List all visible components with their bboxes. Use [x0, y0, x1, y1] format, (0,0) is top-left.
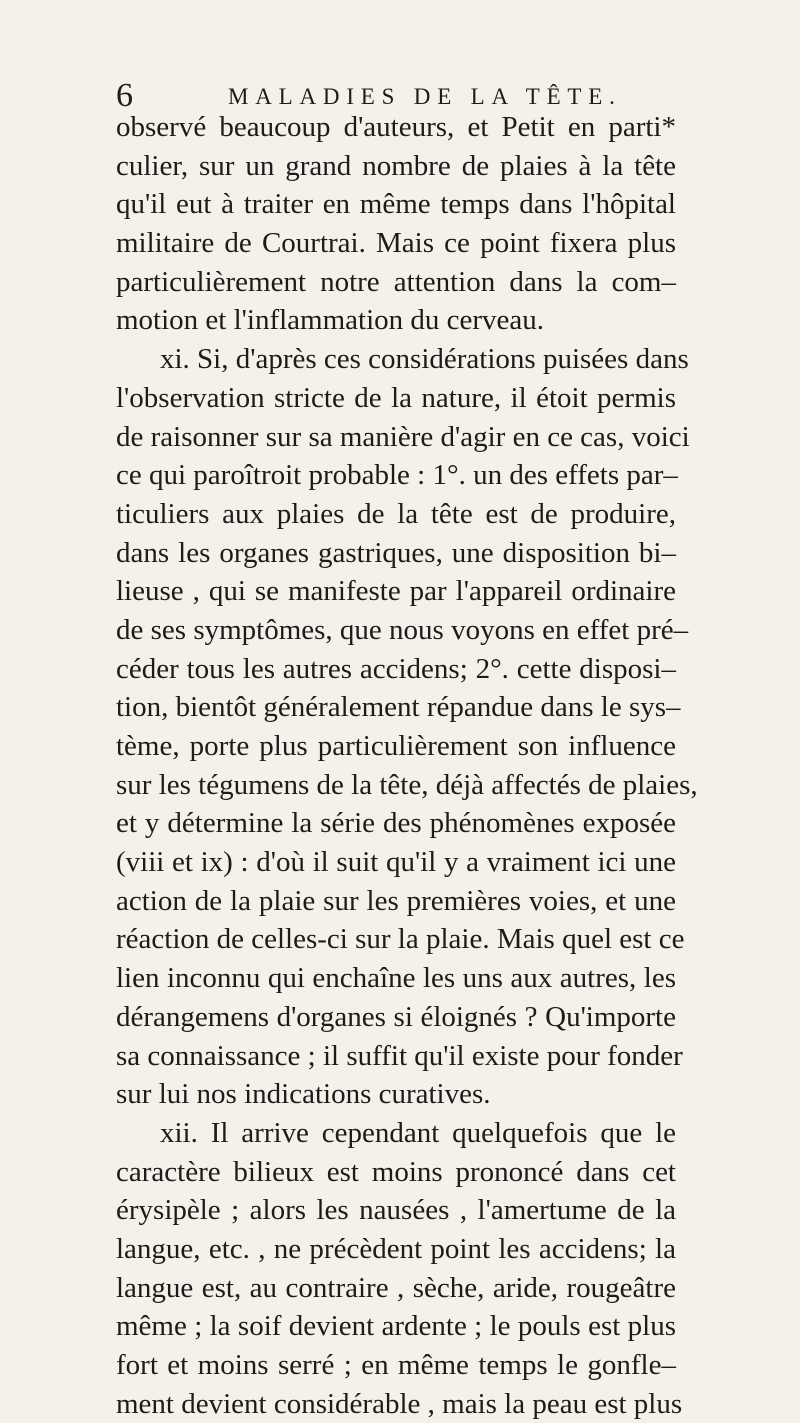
paragraph-start-line: xi. Si, d'après ces considérations puisées dans	[160, 343, 689, 376]
text-line: réaction de celles-ci sur la plaie. Mais quel est ce	[116, 923, 685, 956]
text-line: ticuliers aux plaies de la tête est de produire,	[116, 497, 676, 530]
text-line: céder tous les autres accidens; 2°. cette disposi–	[116, 652, 676, 685]
page-number: 6	[116, 77, 133, 114]
text-line: tème, porte plus particulièrement son influence	[116, 730, 676, 762]
text-line: lien inconnu qui enchaîne les uns aux autres, les	[116, 962, 676, 995]
text-line: érysipèle ; alors les nausées , l'amertume de la	[116, 1194, 676, 1227]
text-line: fort et moins serré ; en même temps le gonfle–	[116, 1349, 676, 1381]
text-line: sa connaissance ; il suffit qu'il existe pour fonder	[116, 1039, 683, 1072]
text-line: sur lui nos indications curatives.	[116, 1078, 491, 1111]
running-head: MALADIES DE LA TÊTE.	[228, 84, 622, 109]
text-line: ce qui paroîtroit probable : 1°. un des effets par–	[116, 459, 678, 492]
text-line: tion, bientôt généralement répandue dans le sys–	[116, 691, 681, 724]
body-text	[116, 108, 698, 1423]
text-line: langue, etc. , ne précèdent point les accidens; la	[116, 1232, 676, 1265]
text-line: culier, sur un grand nombre de plaies à la tête	[116, 149, 676, 182]
text-line: même ; la soif devient ardente ; le pouls est plus	[116, 1310, 676, 1343]
text-line: qu'il eut à traiter en même temps dans l'hôpital	[116, 188, 676, 221]
text-line: particulièrement notre attention dans la com–	[116, 265, 676, 298]
text-line: dans les organes gastriques, une disposition bi–	[116, 536, 676, 569]
text-line: de ses symptômes, que nous voyons en effet pré–	[116, 613, 689, 646]
text-line: action de la plaie sur les premières voies, et une	[116, 884, 676, 917]
text-line: de raisonner sur sa manière d'agir en ce cas, voici	[116, 420, 690, 453]
text-line: militaire de Courtrai. Mais ce point fixera plus	[116, 227, 676, 260]
text-line: dérangemens d'organes si éloignés ? Qu'importe	[116, 1000, 676, 1033]
text-line: lieuse , qui se manifeste par l'appareil ordinaire	[116, 575, 676, 608]
text-line: ment devient considérable , mais la peau est plus	[116, 1387, 683, 1420]
text-line: sur les tégumens de la tête, déjà affectés de plaies,	[116, 768, 698, 801]
text-line: (viii et ix) : d'où il suit qu'il y a vraiment ici une	[116, 846, 676, 879]
text-line: motion et l'inflammation du cerveau.	[116, 304, 545, 337]
paragraph-start-line: xii. Il arrive cependant quelquefois que le	[160, 1116, 676, 1149]
text-line: et y détermine la série des phénomènes exposée	[116, 807, 676, 840]
text-line: l'observation stricte de la nature, il étoit permis	[116, 381, 676, 414]
text-line: langue est, au contraire , sèche, aride, rougeâtre	[116, 1271, 676, 1304]
text-line: caractère bilieux est moins prononcé dans cet	[116, 1155, 676, 1188]
text-line: observé beaucoup d'auteurs, et Petit en parti*	[116, 111, 676, 143]
